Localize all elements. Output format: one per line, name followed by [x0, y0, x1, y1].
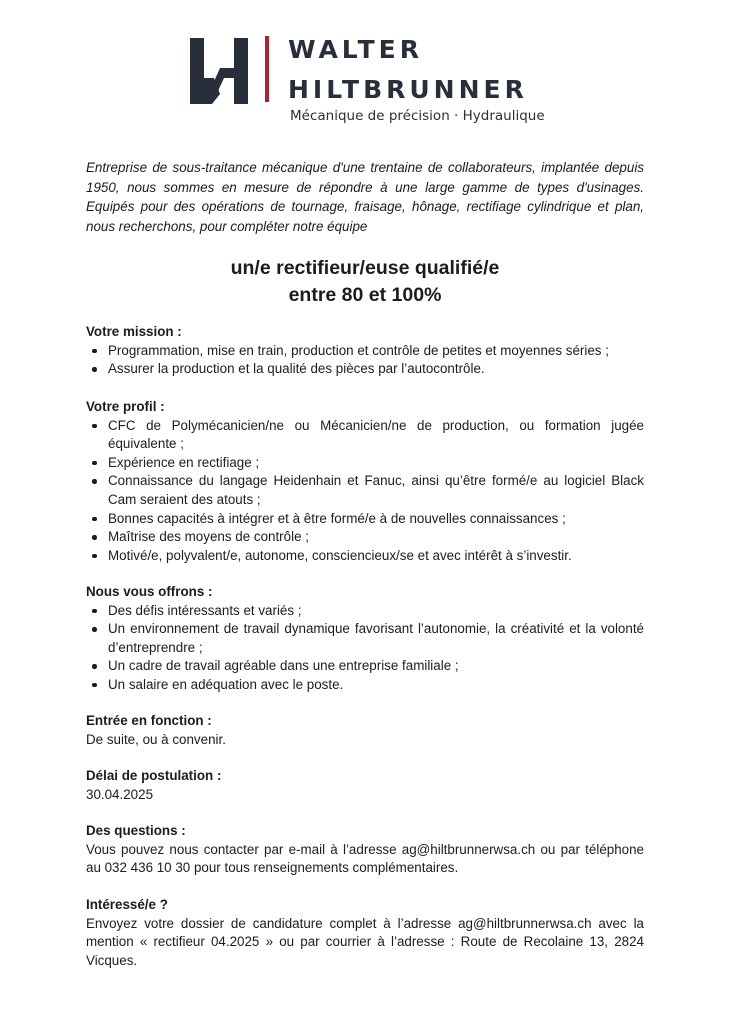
company-name-line1: WALTER — [288, 35, 423, 64]
list-item: Assurer la production et la qualité des pièces par l’autocontrôle. — [86, 360, 644, 379]
list-item: Un salaire en adéquation avec le poste. — [86, 676, 644, 695]
offer-section — [86, 583, 644, 695]
list-item: Un cadre de travail agréable dans une entreprise familiale ; — [86, 657, 644, 676]
list-item: Un environnement de travail dynamique favorisant l’autonomie, la créativité et la volonté d’entreprendre ; — [86, 620, 644, 657]
deadline-text: 30.04.2025 — [86, 786, 154, 802]
job-title — [86, 255, 644, 309]
apply-text: Envoyez votre dossier de candidature complet à l’adresse ag@hiltbrunnerwsa.ch avec la mention « rectifieur 04.2025 » ou par courrier à l’adresse : Route de Recolaine 13, 2824 Vicques. — [86, 915, 644, 968]
deadline-heading: Délai de postulation : — [86, 768, 222, 783]
job-title-line1: un/e rectifieur/euse qualifié/e — [230, 257, 500, 279]
company-name-line2: HILTBRUNNER — [288, 75, 528, 104]
start-date-text: De suite, ou à convenir. — [86, 731, 226, 747]
company-tagline: Mécanique de précision · Hydraulique — [290, 108, 545, 124]
questions-section — [86, 822, 644, 878]
deadline-section — [86, 767, 644, 804]
profile-heading: Votre profil : — [86, 399, 165, 414]
profile-list — [86, 417, 644, 566]
questions-text: Vous pouvez nous contacter par e-mail à l’adresse ag@hiltbrunnerwsa.ch ou par téléphone au 032 436 10 30 pour tous renseignements complémentaires. — [86, 841, 644, 876]
mission-heading: Votre mission : — [86, 324, 182, 339]
profile-section — [86, 398, 644, 565]
start-date-heading: Entrée en fonction : — [86, 713, 212, 728]
apply-section — [86, 896, 644, 970]
job-title-line2: entre 80 et 100% — [288, 284, 442, 306]
list-item: Motivé/e, polyvalent/e, autonome, consciencieux/se et avec intérêt à s’investir. — [86, 547, 644, 566]
intro-paragraph: Entreprise de sous-traitance mécanique d'une trentaine de collaborateurs, implantée depuis 1950, nous sommes en mesure de répondre à une large gamme de types d'usinages. Equipés pour des opérations de tournage, fraisage, hônage, rectifiage cylindrique et plan, nous recherchons, pour compléter notre équipe — [86, 160, 644, 234]
list-item: Bonnes capacités à intégrer et à être formé/e à de nouvelles connaissances ; — [86, 510, 644, 529]
mission-list — [86, 342, 644, 379]
offer-list — [86, 602, 644, 695]
logo-divider — [265, 36, 269, 102]
offer-heading: Nous vous offrons : — [86, 584, 213, 599]
start-date-section — [86, 712, 644, 749]
list-item: Expérience en rectifiage ; — [86, 454, 644, 473]
list-item: Maîtrise des moyens de contrôle ; — [86, 528, 644, 547]
wh-monogram-icon — [190, 38, 248, 104]
list-item: Programmation, mise en train, production et contrôle de petites et moyennes séries ; — [86, 342, 644, 361]
list-item: Des défis intéressants et variés ; — [86, 602, 644, 621]
apply-heading: Intéressé/e ? — [86, 897, 168, 912]
questions-heading: Des questions : — [86, 823, 186, 838]
mission-section — [86, 323, 644, 379]
list-item: Connaissance du langage Heidenhain et Fanuc, ainsi qu’être formé/e au logiciel Black Cam seraient des atouts ; — [86, 472, 644, 509]
list-item: CFC de Polymécanicien/ne ou Mécanicien/ne de production, ou formation jugée équivalente ; — [86, 417, 644, 454]
